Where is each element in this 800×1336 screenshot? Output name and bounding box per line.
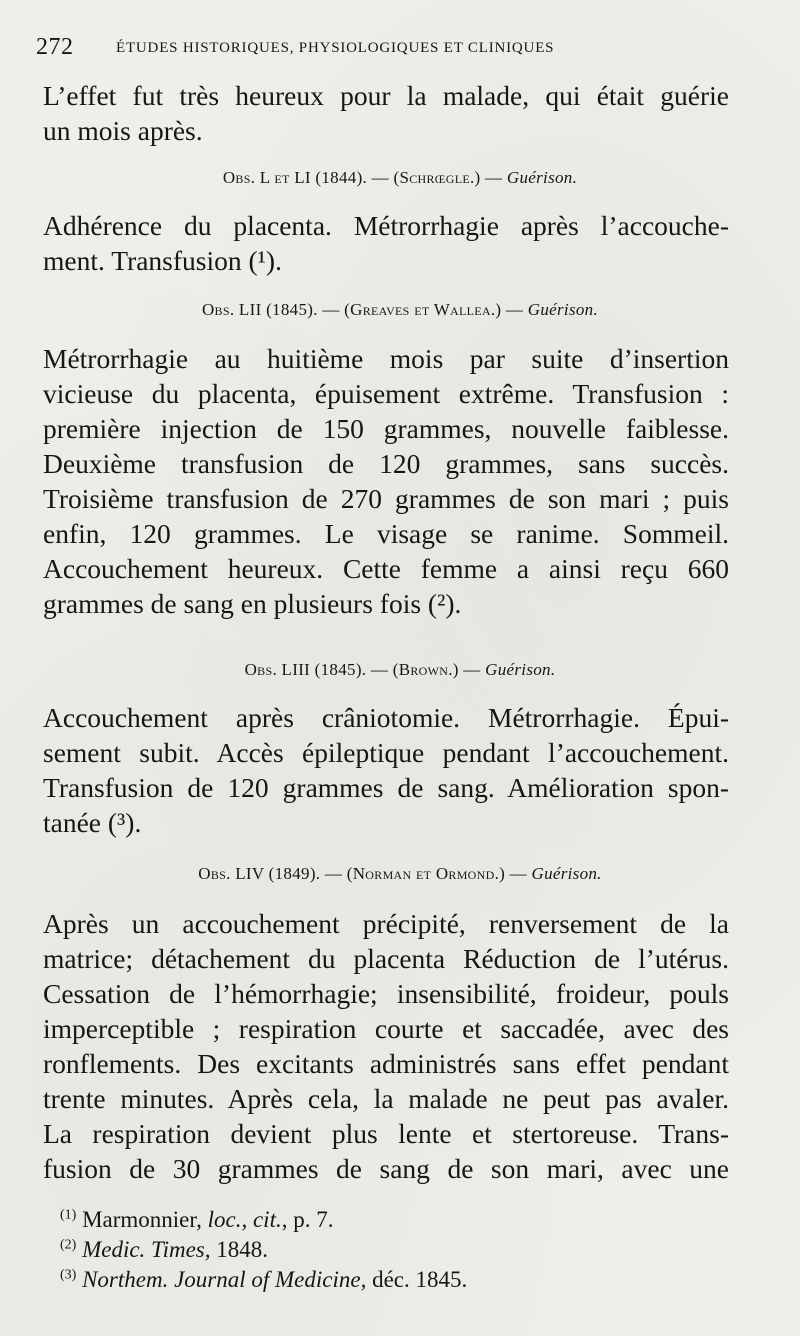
page-number: 272	[36, 34, 74, 60]
observation-label: Obs. LIV (1849).	[198, 864, 321, 883]
footnote-italic: Medic. Times,	[82, 1237, 211, 1262]
footnote-marker: (2)	[60, 1237, 77, 1253]
text-line: première injection de 150 grammes, nouvelle faiblesse.	[43, 413, 729, 444]
text-line: Adhérence du placenta. Métrorrhagie après l’accouche-	[43, 210, 729, 241]
text-line: Deuxième transfusion de 120 grammes, sans succès.	[43, 448, 729, 479]
observation-heading-4	[0, 864, 800, 884]
text-line: vicieuse du placenta, épuisement extrême. Transfusion :	[43, 378, 729, 409]
text-line: ronflements. Des excitants administrés sans effet pendant	[43, 1048, 729, 1079]
observation-authors: — (Greaves et Wallea.) —	[322, 300, 524, 319]
text-line: trente minutes. Après cela, la malade ne peut pas avaler.	[43, 1083, 729, 1114]
observation-heading-1	[0, 168, 800, 188]
footnote-1	[60, 1205, 760, 1235]
text-line: tanée (³).	[43, 807, 142, 838]
text-line: grammes de sang en plusieurs fois (²).	[43, 588, 462, 619]
footnotes	[60, 1205, 760, 1295]
text-line: sement subit. Accès épileptique pendant l’accouchement.	[43, 737, 729, 768]
observation-authors: — (Brown.) —	[370, 660, 481, 679]
observation-heading-3	[0, 660, 800, 680]
observation-result: Guérison.	[506, 168, 578, 187]
text-line: Accouchement heureux. Cette femme a ainsi reçu 660	[43, 553, 729, 584]
text-line: Transfusion de 120 grammes de sang. Amélioration spon-	[43, 772, 729, 803]
footnote-3	[60, 1265, 760, 1295]
observation-heading-2	[0, 300, 800, 320]
footnote-tail: , p. 7.	[281, 1207, 334, 1232]
page-header	[36, 34, 766, 74]
text-line: Métrorrhagie au huitième mois par suite d’insertion	[43, 343, 729, 374]
paragraph-4	[43, 700, 729, 840]
observation-result: Guérison.	[527, 300, 599, 319]
text-line: Cessation de l’hémorrhagie; insensibilité, froideur, pouls	[43, 978, 729, 1009]
text-line: fusion de 30 grammes de sang de son mari, avec une	[43, 1153, 729, 1184]
text-line: ment. Transfusion (¹).	[43, 245, 282, 276]
footnote-text: Marmonnier,	[82, 1207, 208, 1232]
footnote-tail: 1848.	[210, 1237, 268, 1262]
text-line: enfin, 120 grammes. Le visage se ranime. Sommeil.	[43, 518, 729, 549]
footnote-italic: Northem. Journal of Medicine,	[82, 1267, 367, 1292]
footnote-marker: (1)	[60, 1207, 77, 1223]
text-line: un mois après.	[43, 115, 203, 146]
text-line: Troisième transfusion de 270 grammes de son mari ; puis	[43, 483, 729, 514]
footnote-marker: (3)	[60, 1267, 77, 1283]
text-line: La respiration devient plus lente et stertoreuse. Trans-	[43, 1118, 729, 1149]
running-head: ÉTUDES HISTORIQUES, PHYSIOLOGIQUES ET CLINIQUES	[116, 40, 555, 56]
observation-result: Guérison.	[531, 864, 602, 883]
text-line: Après un accouchement précipité, renversement de la	[43, 908, 729, 939]
paragraph-1	[43, 78, 729, 148]
paragraph-3	[43, 341, 729, 621]
observation-authors: — (Norman et Ormond.) —	[324, 864, 527, 883]
paragraph-5	[43, 906, 729, 1186]
footnote-italic: loc., cit.	[207, 1207, 282, 1232]
text-line: L’effet fut très heureux pour la malade, qui était guérie	[43, 80, 729, 111]
observation-label: Obs. LII (1845).	[201, 300, 318, 319]
observation-label: Obs. LIII (1845).	[244, 660, 367, 679]
text-line: Accouchement après crâniotomie. Métrorrhagie. Épui-	[43, 702, 729, 733]
observation-authors: — (Schrœgle.) —	[371, 168, 503, 187]
observation-result: Guérison.	[485, 660, 556, 679]
footnote-tail: déc. 1845.	[366, 1267, 468, 1292]
text-line: imperceptible ; respiration courte et saccadée, avec des	[43, 1013, 729, 1044]
text-line: matrice; détachement du placenta Réduction de l’utérus.	[43, 943, 729, 974]
paragraph-2	[43, 208, 729, 278]
footnote-2	[60, 1235, 760, 1265]
observation-label: Obs. L et LI (1844).	[222, 168, 368, 187]
